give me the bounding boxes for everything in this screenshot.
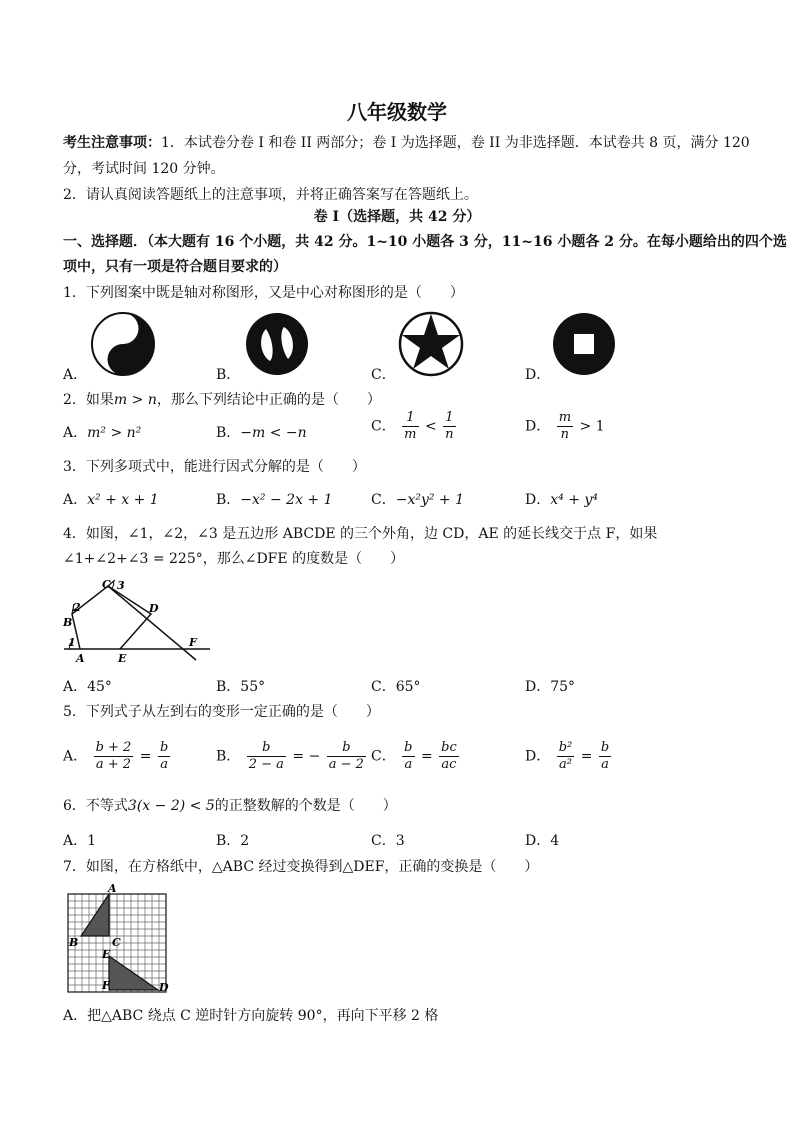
q2-c-fraction-1: $\frac{1}{m}$ — [404, 410, 417, 442]
q4-stem-line-2: ∠1+∠2+∠3 = 225°，那么∠DFE 的度数是（ ） — [63, 551, 405, 567]
q5-d-eq: = — [580, 748, 593, 765]
q2-c-operator: < — [424, 418, 437, 435]
q5-option-c[interactable] — [371, 740, 461, 773]
fig-label-c: C — [102, 578, 111, 591]
q3-b-expr: −x² − 2x + 1 — [240, 492, 333, 508]
q1-option-a[interactable]: A． — [63, 367, 88, 383]
section-desc-1: 一、选择题．（本大题有 16 个小题，共 42 分。1~10 小题各 3 分，11~16 小题各 2 分。在每小题给出的四个选 — [63, 234, 787, 250]
q3-d-label: D． — [525, 492, 551, 508]
q1-option-c[interactable]: C． — [371, 367, 396, 383]
fig-label-d: D — [149, 602, 159, 615]
q2-d-fraction: $\frac{m}{n}$ — [558, 410, 572, 442]
q2-option-d[interactable] — [525, 410, 605, 443]
q2-b-label: B． — [216, 425, 241, 441]
grid-label-e: E — [102, 948, 111, 961]
q3-stem: 3．下列多项式中，能进行因式分解的是（ ） — [63, 459, 366, 475]
page-title: 八年级数学 — [347, 100, 447, 124]
q5-b-frac-left: $\frac{b}{2 - a}$ — [248, 740, 284, 772]
notice-line-2: 分，考试时间 120 分钟。 — [63, 161, 225, 177]
yin-yang-icon — [90, 311, 156, 377]
q5-b-eq: = − — [292, 748, 321, 765]
fig-label-a: A — [76, 652, 85, 665]
q6-stem-expr: 3(x − 2) < 5 — [127, 798, 215, 814]
q6-stem — [63, 797, 397, 815]
q3-option-c[interactable] — [371, 491, 464, 509]
q2-option-b[interactable] — [216, 424, 307, 442]
q6-option-c[interactable]: C．3 — [371, 833, 405, 849]
q6-option-b[interactable]: B．2 — [216, 833, 250, 849]
q2-stem-suffix: ，那么下列结论中正确的是（ ） — [156, 392, 381, 408]
grid-label-d: D — [159, 981, 169, 994]
q4-option-d[interactable]: D．75° — [525, 679, 576, 695]
q6-option-a[interactable]: A．1 — [63, 833, 97, 849]
q1-option-b[interactable]: B． — [216, 367, 241, 383]
fig-label-e: E — [118, 652, 127, 665]
notice-text-1: 1．本试卷分卷 I 和卷 II 两部分；卷 I 为选择题，卷 II 为非选择题．本试卷共 8 页，满分 120 — [161, 135, 750, 151]
section-desc-2: 项中，只有一项是符合题目要求的） — [63, 259, 287, 275]
q2-option-a[interactable] — [63, 424, 141, 442]
q2-stem — [63, 391, 381, 409]
q3-option-a[interactable] — [63, 491, 159, 509]
q3-a-expr: x² + x + 1 — [87, 492, 159, 508]
coin-square-hole-icon — [551, 311, 617, 377]
q1-stem: 1．下列图案中既是轴对称图形，又是中心对称图形的是（ ） — [63, 285, 464, 301]
q5-a-frac-left: $\frac{b + 2}{a + 2}$ — [95, 740, 132, 772]
q3-option-b[interactable] — [216, 491, 333, 509]
fig-label-3: 3 — [117, 579, 125, 592]
q4-option-a[interactable]: A．45° — [63, 679, 112, 695]
q3-a-label: A． — [63, 492, 88, 508]
grid-label-b: B — [69, 936, 79, 949]
q5-a-frac-right: $\frac{b}{a}$ — [159, 740, 169, 772]
q3-c-expr: −x²y² + 1 — [395, 492, 465, 508]
notice-line-1 — [63, 134, 750, 152]
q2-d-tail: > 1 — [579, 418, 605, 435]
fig-label-1: 1 — [68, 636, 76, 649]
q4-option-b[interactable]: B．55° — [216, 679, 266, 695]
q3-c-label: C． — [371, 492, 396, 508]
q2-b-expr: −m < −n — [240, 425, 307, 441]
star-circle-icon — [398, 311, 464, 377]
grid-label-f: F — [102, 979, 110, 992]
section-title: 卷 I（选择题，共 42 分） — [313, 209, 481, 225]
q6-stem-prefix: 6．不等式 — [63, 798, 128, 814]
fig-label-f: F — [189, 636, 197, 649]
q6-stem-suffix: 的正整数解的个数是（ ） — [214, 798, 397, 814]
grid-label-c: C — [112, 936, 121, 949]
q5-stem: 5．下列式子从左到右的变形一定正确的是（ ） — [63, 704, 380, 720]
q3-option-d[interactable] — [525, 491, 598, 509]
q2-d-label: D． — [525, 418, 551, 435]
q5-b-label: B． — [216, 748, 241, 765]
q5-d-frac-left: $\frac{\text{b²}}{\text{a²}}$ — [558, 740, 573, 772]
pentagon-figure — [62, 578, 212, 668]
q5-c-frac-left: $\frac{b}{a}$ — [404, 740, 413, 772]
q5-b-frac-right: $\frac{b}{a - 2}$ — [328, 740, 364, 772]
q5-option-d[interactable] — [525, 740, 613, 773]
q7-option-a[interactable]: A．把△ABC 绕点 C 逆时针方向旋转 90°，再向下平移 2 格 — [63, 1008, 439, 1024]
q2-stem-expr: m > n — [113, 392, 157, 408]
grid-label-a: A — [108, 882, 117, 895]
q2-a-label: A． — [63, 425, 88, 441]
q2-stem-prefix: 2．如果 — [63, 392, 114, 408]
q5-option-a[interactable] — [63, 740, 172, 773]
notice-line-3: 2．请认真阅读答题纸上的注意事项，并将正确答案写在答题纸上。 — [63, 187, 478, 203]
q5-c-frac-right: $\frac{bc}{ac}$ — [441, 740, 457, 772]
q5-d-frac-right: $\frac{b}{a}$ — [600, 740, 610, 772]
swirl-emblem-icon — [244, 311, 310, 377]
q5-option-b[interactable] — [216, 740, 368, 773]
q4-option-c[interactable]: C．65° — [371, 679, 421, 695]
q2-c-fraction-2: $\frac{1}{n}$ — [445, 410, 454, 442]
q1-option-d[interactable]: D． — [525, 367, 551, 383]
q7-stem: 7．如图，在方格纸中，△ABC 经过变换得到△DEF，正确的变换是（ ） — [63, 859, 539, 875]
q5-c-label: C． — [371, 748, 396, 765]
fig-label-b: B — [63, 616, 73, 629]
notice-label: 考生注意事项： — [63, 135, 161, 151]
q5-a-label: A． — [63, 748, 88, 765]
q6-option-d[interactable]: D．4 — [525, 833, 560, 849]
q2-option-c[interactable] — [371, 410, 458, 443]
q2-a-expr: m² > n² — [87, 425, 142, 441]
fig-label-2: 2 — [73, 601, 81, 614]
grid-figure — [62, 884, 172, 996]
q2-c-label: C． — [371, 418, 396, 435]
q5-d-label: D． — [525, 748, 551, 765]
q5-c-eq: = — [420, 748, 433, 765]
q4-stem-line-1: 4．如图，∠1，∠2，∠3 是五边形 ABCDE 的三个外角，边 CD，AE 的延长线交于点 F，如果 — [63, 526, 658, 542]
q5-a-eq: = — [139, 748, 152, 765]
q3-d-expr: x⁴ + y⁴ — [550, 492, 598, 508]
q3-b-label: B． — [216, 492, 241, 508]
